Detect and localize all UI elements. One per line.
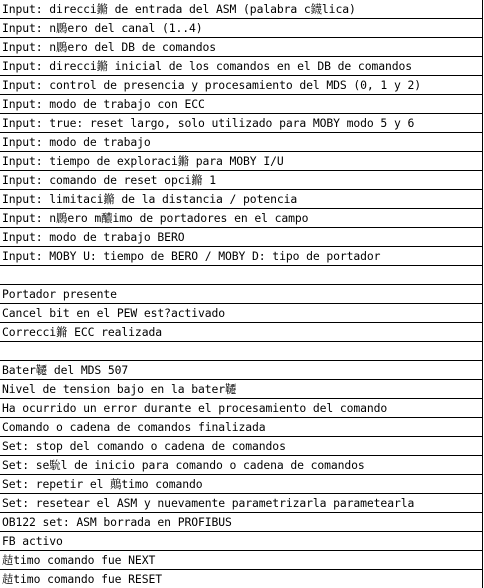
row-description-cell[interactable]: OB122 set: ASM borrada en PROFIBUS [0,513,483,532]
row-description-cell[interactable]: Set: resetear el ASM y nuevamente parametrizarla parametearla [0,494,483,513]
row-description-cell[interactable]: Input: limitaci鏅 de la distancia / potencia [0,190,483,209]
table-row [0,114,483,133]
table-row [0,38,483,57]
row-description-cell[interactable]: Input: comando de reset opci鏅 1 [0,171,483,190]
row-description-cell[interactable]: Ha ocurrido un error durante el procesamiento del comando [0,399,483,418]
table-row [0,228,483,247]
row-description-cell[interactable]: Input: n鷐ero del DB de comandos [0,38,483,57]
row-description-cell[interactable]: Input: true: reset largo, solo utilizado para MOBY modo 5 y 6 [0,114,483,133]
row-description-cell[interactable]: Bater韆 del MDS 507 [0,361,483,380]
row-description-cell[interactable]: Set: stop del comando o cadena de comandos [0,437,483,456]
empty-cell[interactable] [0,342,483,361]
table-row [0,171,483,190]
table-row [0,285,483,304]
table-row [0,551,483,570]
row-description-cell[interactable]: Input: control de presencia y procesamiento del MDS (0, 1 y 2) [0,76,483,95]
row-description-cell[interactable]: Input: modo de trabajo BERO [0,228,483,247]
table-row [0,0,483,19]
table-row [0,418,483,437]
row-description-cell[interactable]: Input: n鷐ero m醲imo de portadores en el campo [0,209,483,228]
table-row [0,19,483,38]
row-description-cell[interactable]: Input: n鷐ero del canal (1..4) [0,19,483,38]
table-row [0,532,483,551]
table-row [0,57,483,76]
table-row [0,513,483,532]
table-row [0,437,483,456]
row-description-cell[interactable]: Nivel de tension bajo en la bater韆 [0,380,483,399]
row-description-cell[interactable]: Correcci鏅 ECC realizada [0,323,483,342]
row-description-cell[interactable]: FB activo [0,532,483,551]
row-description-cell[interactable]: Cancel bit en el PEW est?activado [0,304,483,323]
row-description-cell[interactable]: Input: direcci鏅 inicial de los comandos en el DB de comandos [0,57,483,76]
row-description-cell[interactable]: Portador presente [0,285,483,304]
row-description-cell[interactable]: Input: MOBY U: tiempo de BERO / MOBY D: tipo de portador [0,247,483,266]
table-row [0,380,483,399]
row-description-cell[interactable]: 趌timo comando fue RESET [0,570,483,588]
row-description-cell[interactable]: Input: tiempo de exploraci鏅 para MOBY I/U [0,152,483,171]
table-row [0,209,483,228]
table-row [0,361,483,380]
table-row [0,76,483,95]
table-row [0,133,483,152]
table-row [0,323,483,342]
table-row [0,399,483,418]
table-row [0,456,483,475]
table-row [0,190,483,209]
row-description-cell[interactable]: 趌timo comando fue NEXT [0,551,483,570]
row-description-cell[interactable]: Set: se馻l de inicio para comando o cadena de comandos [0,456,483,475]
table-row [0,494,483,513]
row-description-cell[interactable]: Input: modo de trabajo [0,133,483,152]
empty-cell[interactable] [0,266,483,285]
table-row [0,304,483,323]
table-row [0,570,483,588]
table-row [0,95,483,114]
table-row [0,475,483,494]
row-description-cell[interactable]: Set: repetir el 鷏timo comando [0,475,483,494]
table-row [0,266,483,285]
table-row [0,247,483,266]
table-row [0,342,483,361]
row-description-cell[interactable]: Input: modo de trabajo con ECC [0,95,483,114]
row-description-cell[interactable]: Input: direcci鏅 de entrada del ASM (palabra c鑖lica) [0,0,483,19]
table-row [0,152,483,171]
row-description-cell[interactable]: Comando o cadena de comandos finalizada [0,418,483,437]
